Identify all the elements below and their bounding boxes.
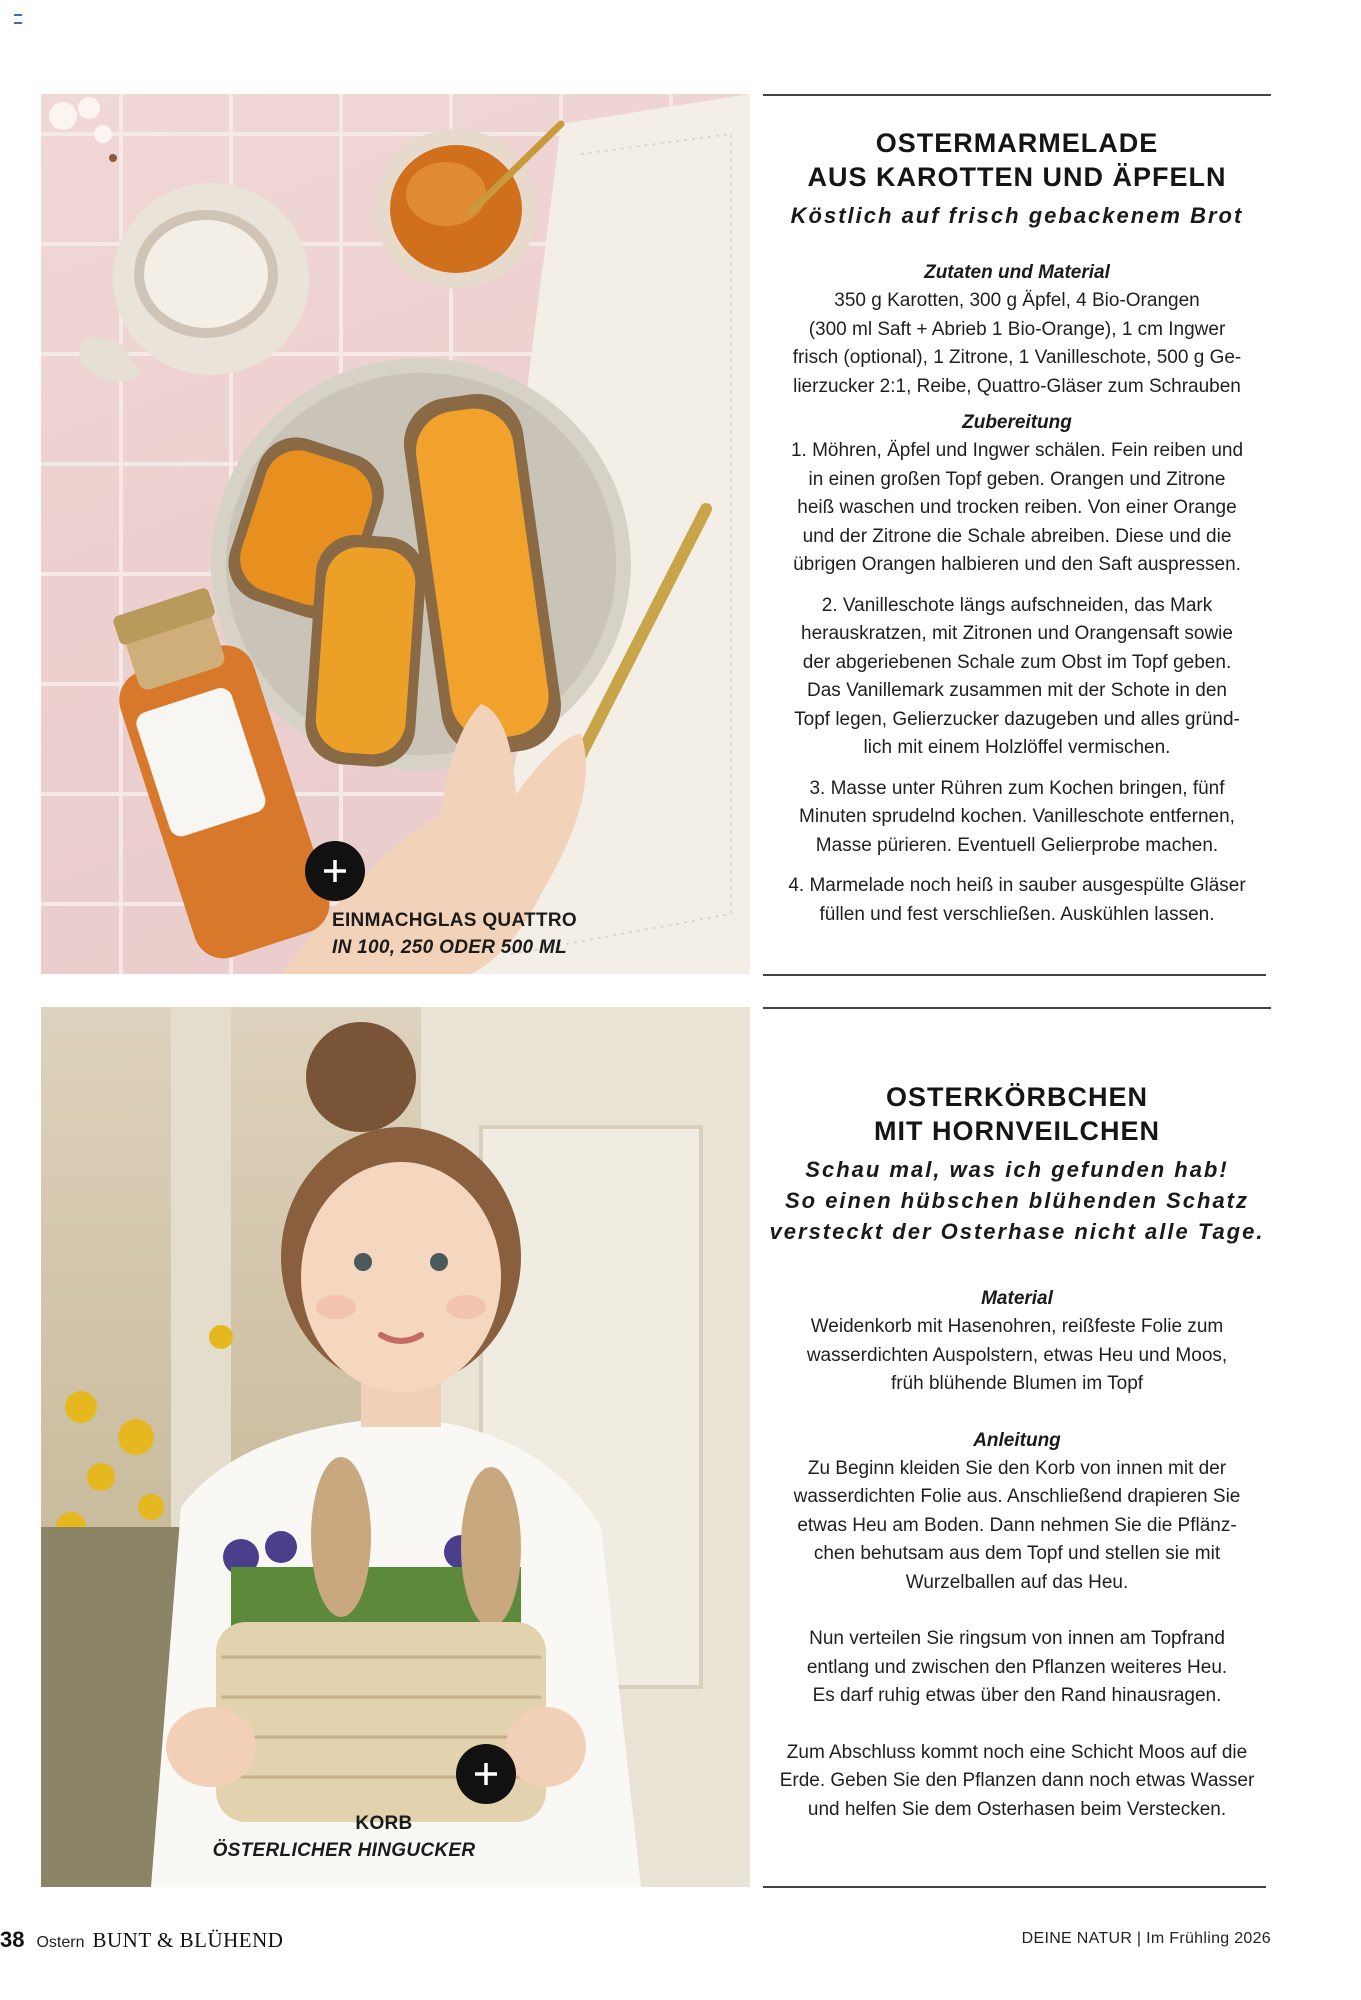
basket-photo-caption [212,1810,534,1864]
subtitle-line: versteckt der Osterhase nicht alle Tage. [769,1219,1265,1244]
basket-title-line1: OSTERKÖRBCHEN [885,1082,1148,1112]
step-line: 1. Möhren, Äpfel und Ingwer schälen. Fein reiben und [790,440,1244,461]
step-line: 2. Vanilleschote längs aufschneiden, das Mark [821,594,1213,616]
ingredients-heading: Zutaten und Material [924,262,1110,283]
instruction-line: Zu Beginn kleiden Sie den Korb von innen mit der [807,1457,1227,1479]
instructions-heading: Anleitung [973,1429,1061,1451]
step-line: Masse pürieren. Eventuell Gelierprobe machen. [815,834,1219,856]
step-line: 4. Marmelade noch heiß in sauber ausgespülte Gläser [788,875,1246,896]
material-text [763,1313,1271,1399]
basket-caption-line2: ÖSTERLICHER HINGUCKER [212,1840,476,1861]
instruction-line: und helfen Sie dem Osterhasen beim Verstecken. [807,1798,1227,1820]
step-line: 3. Masse unter Rühren zum Kochen bringen, fünf [809,777,1225,799]
step-line: Minuten sprudelnd kochen. Vanilleschote entfernen, [799,806,1235,827]
instruction-line: Es darf ruhig etwas über den Rand hinausragen. [812,1685,1222,1706]
instruction-line: entlang und zwischen den Pflanzen weiteres Heu. [806,1656,1228,1678]
material-line: früh blühende Blumen im Topf [890,1373,1144,1394]
ingredients-text [763,287,1271,401]
jam-caption-line1: EINMACHGLAS QUATTRO [332,910,577,931]
jam-photo-illustration [41,94,750,974]
basket-craft [763,1080,1271,1824]
instruction-line: Nun verteilen Sie ringsum von innen am Topfrand [809,1628,1225,1649]
subtitle-line: Schau mal, was ich gefunden hab! [805,1157,1229,1182]
ingredients-line: lierzucker 2:1, Reibe, Quattro-Gläser zum Schrauben [793,375,1241,397]
jam-title [763,126,1271,194]
step-line: Topf legen, Gelierzucker dazugeben und alles gründ- [794,708,1240,730]
jam-recipe [763,126,1271,929]
basket-caption-line1: KORB [355,1813,413,1834]
footer-magazine-section: BUNT & BLÜHEND [92,1928,284,1952]
step-3 [763,775,1271,861]
instruction-line: Zum Abschluss kommt noch eine Schicht Moos auf die [786,1741,1248,1763]
ingredients-line: (300 ml Saft + Abrieb 1 Bio-Orange), 1 cm Ingwer [808,318,1226,340]
material-heading: Material [981,1288,1053,1309]
basket-product-plus-button[interactable] [456,1744,516,1804]
step-line: und der Zitrone die Schale abreiben. Diese und die [802,525,1232,547]
instruction-line: Wurzelballen auf das Heu. [905,1571,1129,1593]
subtitle-line: So einen hübschen blühenden Schatz [784,1188,1250,1213]
jam-title-line1: OSTERMARMELADE [875,128,1159,158]
step-line: der abgeriebenen Schale zum Obst im Topf geben. [802,651,1232,673]
basket-bottom-rule [763,1886,1266,1888]
page-corner-mark [14,14,22,24]
ingredients-line: 350 g Karotten, 300 g Äpfel, 4 Bio-Orangen [834,290,1200,311]
preparation-heading: Zubereitung [962,412,1072,433]
instruction-line: chen behutsam aus dem Topf und stellen sie mit [813,1543,1221,1564]
girl-with-basket-photo [41,1007,750,1887]
step-line: in einen großen Topf geben. Orangen und Zitrone [808,468,1226,490]
plus-icon [471,1759,501,1789]
page-number: 38 [0,1927,25,1952]
step-line: Das Vanillemark zusammen mit der Schote in den [807,680,1227,701]
step-line: herauskratzen, mit Zitronen und Orangensaft sowie [801,623,1233,644]
step-line: heiß waschen und trocken reiben. Von einer Orange [797,497,1237,518]
jam-caption-line2: IN 100, 250 ODER 500 ML [332,937,568,958]
step-line: lich mit einem Holzlöffel vermischen. [863,737,1171,758]
instruction-paragraph-1 [763,1455,1271,1598]
jam-title-line2: AUS KAROTTEN UND ÄPFELN [807,162,1227,192]
ingredients-line: frisch (optional), 1 Zitrone, 1 Vanilleschote, 500 g Ge- [792,347,1242,368]
plus-icon [320,856,350,886]
footer-publication-info: DEINE NATUR | Im Frühling 2026 [1021,1930,1271,1947]
basket-subtitle [763,1154,1271,1247]
jam-subtitle: Köstlich auf frisch gebackenem Brot [790,203,1244,228]
instruction-paragraph-3 [763,1739,1271,1825]
step-2 [763,592,1271,763]
jam-photo-caption [332,907,577,961]
basket-title-line2: MIT HORNVEILCHEN [874,1116,1160,1146]
footer-left [0,1927,283,1953]
step-4 [763,872,1271,929]
instruction-line: wasserdichten Folie aus. Anschließend drapieren Sie [793,1486,1241,1507]
instruction-paragraph-2 [763,1625,1271,1711]
jam-top-rule [763,94,1271,96]
girl-photo-illustration [41,1007,750,1887]
jam-product-plus-button[interactable] [305,841,365,901]
material-line: wasserdichten Auspolstern, etwas Heu und Moos, [806,1344,1228,1366]
basket-top-rule [763,1007,1271,1009]
jam-bottom-rule [763,974,1266,976]
jam-photo [41,94,750,974]
step-1 [763,437,1271,580]
material-line: Weidenkorb mit Hasenohren, reißfeste Folie zum [810,1316,1224,1337]
step-line: übrigen Orangen halbieren und den Saft auspressen. [793,554,1241,575]
footer-section-name: Ostern [36,1934,85,1951]
step-line: füllen und fest verschließen. Auskühlen lassen. [819,903,1215,925]
instruction-line: Erde. Geben Sie den Pflanzen dann noch etwas Wasser [779,1770,1255,1791]
instruction-line: etwas Heu am Boden. Dann nehmen Sie die Pflänz- [797,1514,1237,1536]
basket-title [763,1080,1271,1148]
